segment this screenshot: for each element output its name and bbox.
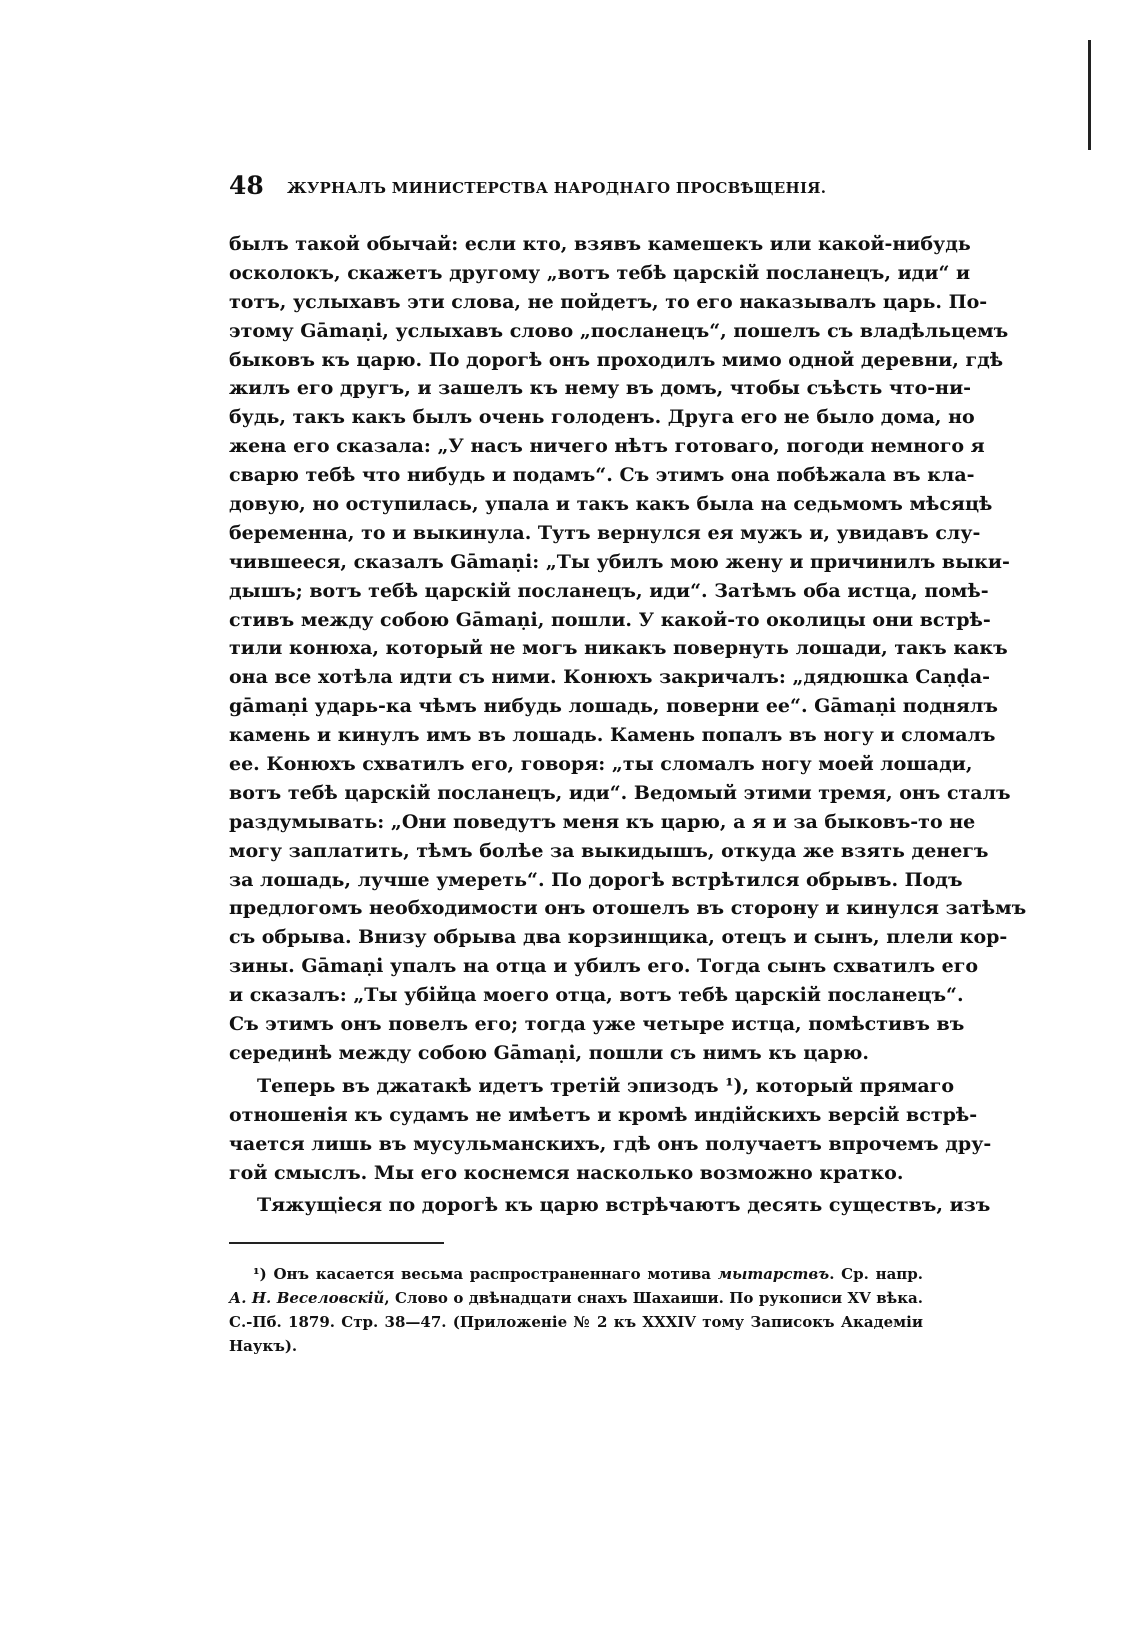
text-line: серединѣ между собою Gāmaṇi, пошли съ нимъ къ царю. [229, 1041, 869, 1064]
text-line: осколокъ, скажетъ другому „вотъ тебѣ царскій посланецъ, иди“ и [229, 261, 971, 284]
paragraph-2 [229, 1072, 992, 1188]
text-line: вотъ тебѣ царскій посланецъ, иди“. Ведомый этими тремя, онъ сталъ [229, 781, 1011, 804]
text-line: и сказалъ: „Ты убійца моего отца, вотъ тебѣ царскій посланецъ“. [229, 984, 964, 1007]
footnote-text: ¹) Онъ касается весьма распространеннаго мотива [253, 1265, 718, 1284]
text-line: тили конюха, который не могъ никакъ повернуть лошади, такъ какъ [229, 637, 1008, 660]
footnote-line [229, 1262, 923, 1286]
footnote [229, 1262, 923, 1358]
footnote-author: А. Н. Веселовскій [229, 1289, 385, 1308]
text-line: будь, такъ какъ былъ очень голоденъ. Друга его не было дома, но [229, 406, 975, 429]
page-edge-rule [1088, 40, 1091, 150]
text-line: gāmaṇi ударь-ка чѣмъ нибудь лошадь, поверни ее“. Gāmaṇi поднялъ [229, 695, 998, 718]
book-page [229, 168, 1027, 1358]
text-line: камень и кинулъ имъ въ лошадь. Камень попалъ въ ногу и сломалъ [229, 724, 996, 747]
text-line: чившееся, сказалъ Gāmaṇi: „Ты убилъ мою жену и причинилъ выки- [229, 550, 1010, 573]
text-line: зины. Gāmaṇi упалъ на отца и убилъ его. Тогда сынъ схватилъ его [229, 955, 979, 978]
text-line: тотъ, услыхавъ эти слова, не пойдетъ, то его наказывалъ царь. По- [229, 290, 988, 313]
running-title: ЖУРНАЛЪ МИНИСТЕРСТВА НАРОДНАГО ПРОСВѢЩЕНІЯ. [287, 179, 827, 197]
footnote-divider [229, 1242, 444, 1244]
text-line: съ обрыва. Внизу обрыва два корзинщика, отецъ и сынъ, плели кор- [229, 926, 1008, 949]
body-text [229, 230, 1027, 1220]
text-line: дышъ; вотъ тебѣ царскій посланецъ, иди“. Затѣмъ оба истца, помѣ- [229, 579, 989, 602]
text-line: жена его сказала: „У насъ ничего нѣтъ готоваго, погоди немного я [229, 435, 985, 458]
footnote-text: . Ср. напр. [829, 1265, 923, 1284]
text-line: чается лишь въ мусульманскихъ, гдѣ онъ получаетъ впрочемъ дру- [229, 1132, 992, 1155]
text-line: стивъ между собою Gāmaṇi, пошли. У какой-то околицы они встрѣ- [229, 608, 991, 631]
text-line: былъ такой обычай: если кто, взявъ камешекъ или какой-нибудь [229, 233, 971, 255]
text-line: могу заплатить, тѣмъ болѣе за выкидышъ, откуда же взять денегъ [229, 839, 989, 862]
text-line: беременна, то и выкинула. Тутъ вернулся ея мужъ и, увидавъ слу- [229, 521, 981, 544]
text-line: Тяжущіеся по дорогѣ къ царю встрѣчаютъ десять существъ, изъ [257, 1194, 991, 1217]
text-line: предлогомъ необходимости онъ отошелъ въ сторону и кинулся затѣмъ [229, 897, 1027, 920]
text-line: она все хотѣла идти съ ними. Конюхъ закричалъ: „дядюшка Caṇḍa- [229, 666, 991, 689]
footnote-line: С.-Пб. 1879. Стр. 38—47. (Приложеніе № 2 къ XXXIV тому Записокъ Академіи [229, 1313, 923, 1332]
text-line: гой смыслъ. Мы его коснемся насколько возможно кратко. [229, 1161, 904, 1184]
text-line: этому Gāmaṇi, услыхавъ слово „посланецъ“, пошелъ съ владѣльцемъ [229, 319, 1009, 342]
running-head [229, 168, 923, 212]
text-line: Съ этимъ онъ повелъ его; тогда уже четыре истца, помѣстивъ въ [229, 1013, 965, 1036]
text-line: быковъ къ царю. По дорогѣ онъ проходилъ мимо одной деревни, гдѣ [229, 348, 1004, 371]
text-line: отношенія къ судамъ не имѣетъ и кромѣ индійскихъ версій встрѣ- [229, 1103, 978, 1126]
text-line: жилъ его другъ, и зашелъ къ нему въ домъ, чтобы съѣсть что-ни- [229, 377, 972, 400]
text-line: раздумывать: „Они поведутъ меня къ царю, а я и за быковъ-то не [229, 810, 976, 833]
text-line: ее. Конюхъ схватилъ его, говоря: „ты сломалъ ногу моей лошади, [229, 753, 973, 776]
text-line: довую, но оступилась, упала и такъ какъ была на седьмомъ мѣсяцѣ [229, 493, 993, 516]
paragraph-3 [229, 1191, 991, 1220]
text-line: Теперь въ джатакѣ идетъ третій эпизодъ ¹), который прямаго [257, 1074, 954, 1097]
footnote-italic: мытарствъ [717, 1265, 830, 1284]
text-line: за лошадь, лучше умереть“. По дорогѣ встрѣтился обрывъ. Подъ [229, 868, 963, 891]
footnote-text: , Слово о двѣнадцати снахъ Шахаиши. По рукописи XV вѣка. [384, 1289, 923, 1308]
text-line: сварю тебѣ что нибудь и подамъ“. Съ этимъ она побѣжала въ кла- [229, 464, 975, 487]
paragraph-1 [229, 230, 1027, 1068]
footnote-line [229, 1286, 923, 1310]
footnote-line: Наукъ). [229, 1337, 298, 1356]
page-number: 48 [229, 171, 264, 200]
